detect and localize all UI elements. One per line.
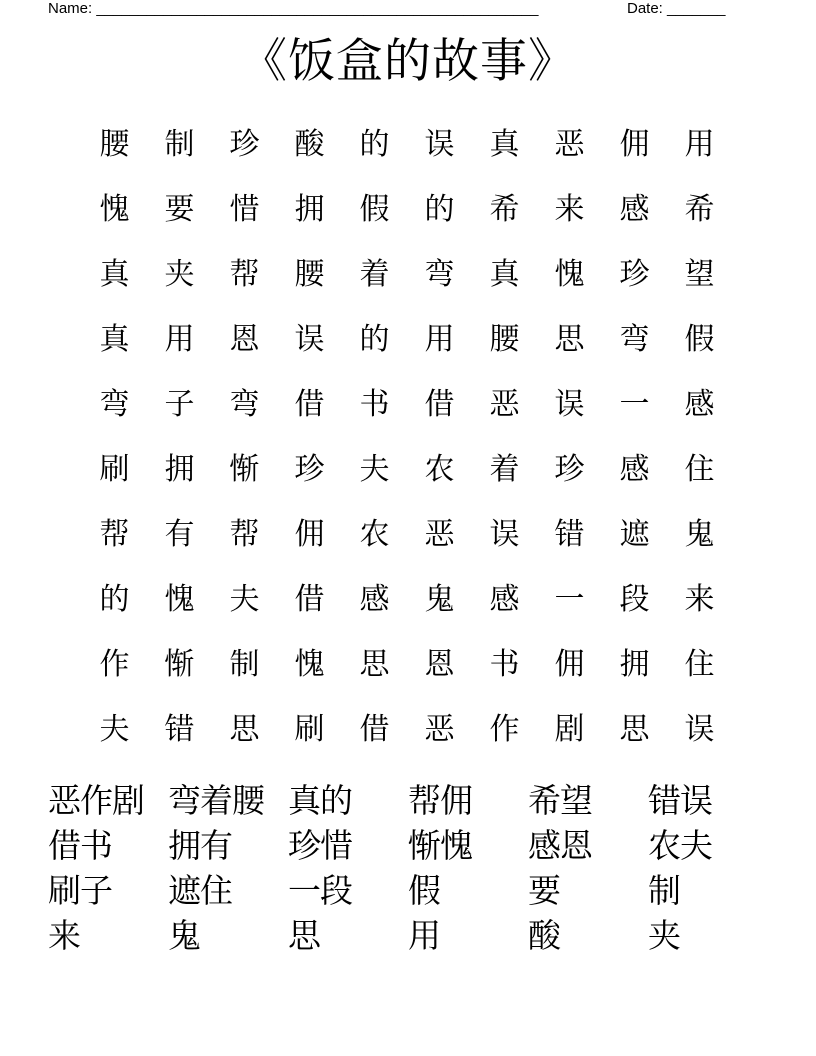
grid-cell: 借 bbox=[294, 387, 325, 422]
grid-cell: 书 bbox=[359, 387, 390, 422]
grid-cell: 制 bbox=[229, 647, 260, 682]
grid-cell: 珍 bbox=[554, 452, 585, 487]
grid-cell: 刷 bbox=[99, 452, 130, 487]
grid-cell: 望 bbox=[684, 257, 715, 292]
grid-cell: 刷 bbox=[294, 712, 325, 747]
grid-cell: 感 bbox=[684, 387, 715, 422]
grid-cell: 真 bbox=[489, 257, 520, 292]
word-bank-word: 酸 bbox=[528, 916, 560, 955]
grid-cell: 恶 bbox=[424, 712, 455, 747]
grid-cell: 佣 bbox=[294, 517, 325, 552]
page-title: 《饭盒的故事》 bbox=[240, 34, 576, 89]
grid-cell: 思 bbox=[359, 647, 390, 682]
grid-cell: 子 bbox=[164, 387, 195, 422]
word-search-grid bbox=[82, 112, 732, 762]
grid-cell: 的 bbox=[359, 322, 390, 357]
grid-cell: 思 bbox=[619, 712, 650, 747]
grid-cell: 的 bbox=[424, 192, 455, 227]
grid-cell: 愧 bbox=[554, 257, 585, 292]
grid-cell: 用 bbox=[424, 322, 455, 357]
name-line: Name: _____________________________________________________ bbox=[48, 0, 539, 17]
grid-cell: 帮 bbox=[229, 517, 260, 552]
grid-row bbox=[82, 437, 732, 502]
grid-cell: 夫 bbox=[359, 452, 390, 487]
word-bank-word: 感恩 bbox=[528, 826, 592, 865]
grid-cell: 佣 bbox=[619, 127, 650, 162]
word-bank-word: 鬼 bbox=[168, 916, 200, 955]
grid-cell: 惭 bbox=[164, 647, 195, 682]
grid-cell: 借 bbox=[294, 582, 325, 617]
word-bank-word: 遮住 bbox=[168, 871, 232, 910]
grid-cell: 弯 bbox=[99, 387, 130, 422]
grid-cell: 错 bbox=[164, 712, 195, 747]
grid-cell: 弯 bbox=[229, 387, 260, 422]
grid-cell: 恶 bbox=[424, 517, 455, 552]
grid-cell: 书 bbox=[489, 647, 520, 682]
grid-cell: 夹 bbox=[164, 257, 195, 292]
word-bank-word: 帮佣 bbox=[408, 781, 472, 820]
word-bank-word: 错误 bbox=[648, 781, 712, 820]
grid-cell: 珍 bbox=[229, 127, 260, 162]
grid-cell: 借 bbox=[424, 387, 455, 422]
grid-cell: 作 bbox=[489, 712, 520, 747]
word-bank-word: 拥有 bbox=[168, 826, 232, 865]
grid-row bbox=[82, 307, 732, 372]
grid-cell: 酸 bbox=[294, 127, 325, 162]
grid-cell: 住 bbox=[684, 647, 715, 682]
date-line: Date: _______ bbox=[627, 0, 726, 17]
grid-cell: 珍 bbox=[619, 257, 650, 292]
grid-row bbox=[82, 372, 732, 437]
grid-cell: 愧 bbox=[164, 582, 195, 617]
grid-cell: 鬼 bbox=[684, 517, 715, 552]
grid-cell: 误 bbox=[684, 712, 715, 747]
grid-cell: 恶 bbox=[554, 127, 585, 162]
grid-cell: 夫 bbox=[99, 712, 130, 747]
grid-cell: 弯 bbox=[619, 322, 650, 357]
grid-cell: 真 bbox=[99, 322, 130, 357]
grid-row bbox=[82, 112, 732, 177]
grid-cell: 假 bbox=[684, 322, 715, 357]
grid-cell: 拥 bbox=[294, 192, 325, 227]
grid-cell: 制 bbox=[164, 127, 195, 162]
grid-cell: 感 bbox=[619, 192, 650, 227]
grid-cell: 误 bbox=[554, 387, 585, 422]
word-bank-word: 思 bbox=[288, 916, 320, 955]
grid-cell: 愧 bbox=[294, 647, 325, 682]
grid-row bbox=[82, 632, 732, 697]
grid-cell: 住 bbox=[684, 452, 715, 487]
grid-cell: 借 bbox=[359, 712, 390, 747]
worksheet-header bbox=[48, 0, 748, 20]
grid-row bbox=[82, 242, 732, 307]
grid-row bbox=[82, 697, 732, 762]
grid-cell: 思 bbox=[554, 322, 585, 357]
word-bank-word: 用 bbox=[408, 916, 440, 955]
grid-cell: 惭 bbox=[229, 452, 260, 487]
grid-cell: 的 bbox=[359, 127, 390, 162]
grid-cell: 遮 bbox=[619, 517, 650, 552]
word-bank-word: 希望 bbox=[528, 781, 592, 820]
grid-cell: 一 bbox=[554, 582, 585, 617]
grid-cell: 来 bbox=[554, 192, 585, 227]
grid-cell: 用 bbox=[684, 127, 715, 162]
grid-cell: 段 bbox=[619, 582, 650, 617]
grid-cell: 一 bbox=[619, 387, 650, 422]
grid-cell: 拥 bbox=[164, 452, 195, 487]
grid-cell: 用 bbox=[164, 322, 195, 357]
word-bank-word: 要 bbox=[528, 871, 560, 910]
word-bank-row bbox=[48, 913, 768, 958]
grid-cell: 误 bbox=[424, 127, 455, 162]
word-bank-word: 制 bbox=[648, 871, 680, 910]
grid-cell: 腰 bbox=[489, 322, 520, 357]
word-bank-word: 真的 bbox=[288, 781, 352, 820]
grid-row bbox=[82, 502, 732, 567]
grid-cell: 误 bbox=[294, 322, 325, 357]
grid-cell: 弯 bbox=[424, 257, 455, 292]
grid-cell: 的 bbox=[99, 582, 130, 617]
grid-cell: 拥 bbox=[619, 647, 650, 682]
grid-cell: 希 bbox=[684, 192, 715, 227]
grid-cell: 误 bbox=[489, 517, 520, 552]
word-bank-word: 夹 bbox=[648, 916, 680, 955]
word-bank-word: 刷子 bbox=[48, 871, 112, 910]
word-bank-row bbox=[48, 778, 768, 823]
word-bank-word: 惭愧 bbox=[408, 826, 472, 865]
grid-cell: 假 bbox=[359, 192, 390, 227]
word-bank-word: 珍惜 bbox=[288, 826, 352, 865]
grid-cell: 恩 bbox=[424, 647, 455, 682]
word-bank-word: 来 bbox=[48, 916, 80, 955]
grid-cell: 珍 bbox=[294, 452, 325, 487]
word-bank-word: 恶作剧 bbox=[48, 781, 144, 820]
word-bank-word: 假 bbox=[408, 871, 440, 910]
word-bank-word: 弯着腰 bbox=[168, 781, 264, 820]
grid-cell: 真 bbox=[489, 127, 520, 162]
grid-row bbox=[82, 177, 732, 242]
grid-cell: 要 bbox=[164, 192, 195, 227]
grid-cell: 帮 bbox=[99, 517, 130, 552]
grid-cell: 恩 bbox=[229, 322, 260, 357]
grid-cell: 作 bbox=[99, 647, 130, 682]
grid-cell: 佣 bbox=[554, 647, 585, 682]
grid-cell: 愧 bbox=[99, 192, 130, 227]
grid-row bbox=[82, 567, 732, 632]
word-bank-word: 一段 bbox=[288, 871, 352, 910]
grid-cell: 感 bbox=[359, 582, 390, 617]
word-bank-word: 农夫 bbox=[648, 826, 712, 865]
grid-cell: 来 bbox=[684, 582, 715, 617]
grid-cell: 错 bbox=[554, 517, 585, 552]
word-bank-row bbox=[48, 823, 768, 868]
grid-cell: 着 bbox=[359, 257, 390, 292]
word-bank-word: 借书 bbox=[48, 826, 112, 865]
grid-cell: 思 bbox=[229, 712, 260, 747]
grid-cell: 帮 bbox=[229, 257, 260, 292]
grid-cell: 感 bbox=[489, 582, 520, 617]
grid-cell: 剧 bbox=[554, 712, 585, 747]
grid-cell: 着 bbox=[489, 452, 520, 487]
grid-cell: 腰 bbox=[294, 257, 325, 292]
grid-cell: 农 bbox=[424, 452, 455, 487]
grid-cell: 腰 bbox=[99, 127, 130, 162]
grid-cell: 真 bbox=[99, 257, 130, 292]
grid-cell: 恶 bbox=[489, 387, 520, 422]
grid-cell: 有 bbox=[164, 517, 195, 552]
word-bank-row bbox=[48, 868, 768, 913]
grid-cell: 感 bbox=[619, 452, 650, 487]
grid-cell: 鬼 bbox=[424, 582, 455, 617]
grid-cell: 惜 bbox=[229, 192, 260, 227]
grid-cell: 农 bbox=[359, 517, 390, 552]
grid-cell: 希 bbox=[489, 192, 520, 227]
grid-cell: 夫 bbox=[229, 582, 260, 617]
word-bank bbox=[48, 778, 768, 958]
